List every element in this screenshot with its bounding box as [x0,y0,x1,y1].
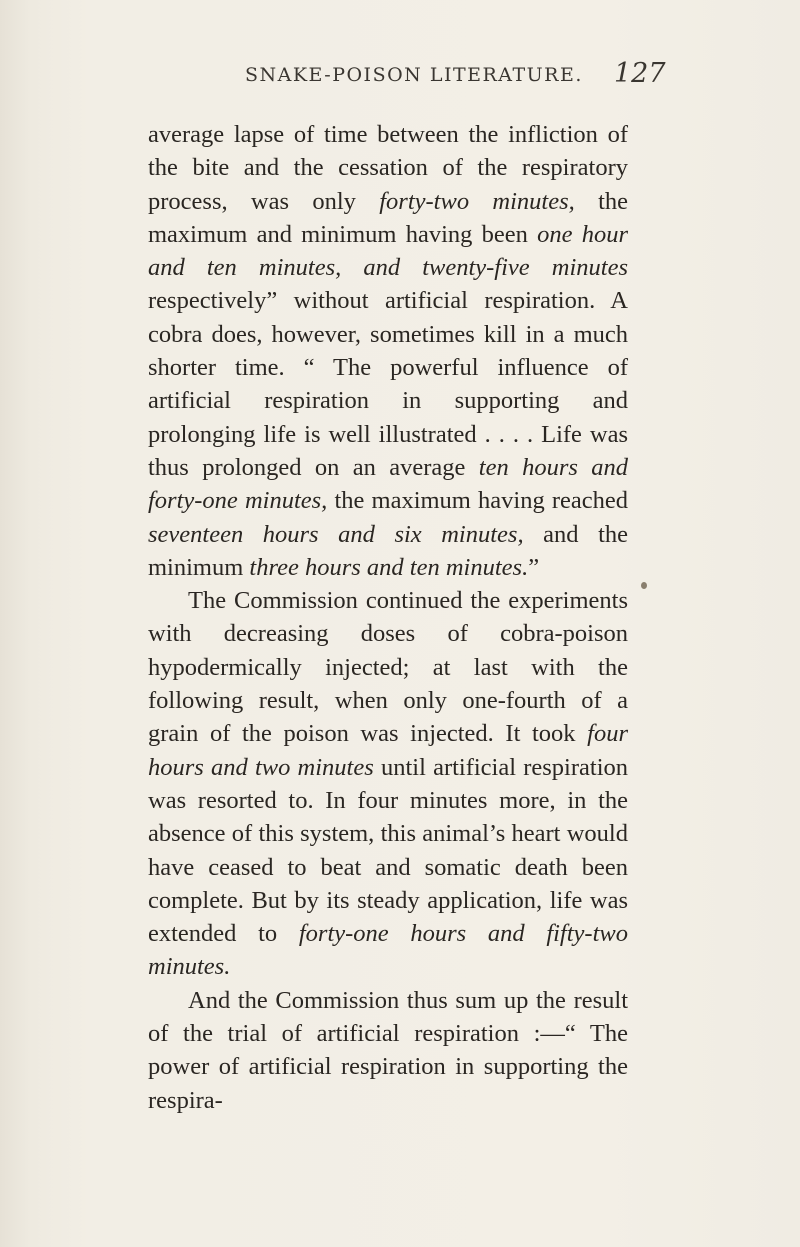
p1-text-6: ” [528,553,540,581]
paragraph-1 [148,118,628,584]
paragraph-3 [148,984,628,1117]
p2-italic-1: four hours and two minutes [148,720,628,781]
p1-italic-2: one hour and ten minutes, and twenty-five minutes [148,220,628,282]
ink-spot [641,582,647,589]
p1-text-5: and the minimum [148,520,628,581]
p1-text-4: the maximum having reached [327,487,628,515]
p3-text-1: And the Commission thus sum up the result of the trial of artificial respiration :—“ The power of artificial respiration in supporting the respira- [148,986,628,1114]
page-header [0,58,800,98]
body-text [148,118,628,1117]
p1-italic-1: forty-two minutes, [379,187,575,215]
p1-text-2: the maximum and minimum having been [148,187,629,248]
p1-text-3: respectively” without artificial respiration. A cobra does, however, sometimes kill in a much shorter time. “ The powerful influence of artificial respiration in supporting and prolonging life is well illustrated . . . . Life was thus prolonged on an average [148,287,628,481]
p2-italic-2: forty-one hours and fifty-two minutes. [148,920,628,981]
page-number: 127 [614,58,666,89]
running-title: SNAKE-POISON LITERATURE. [245,64,583,86]
p2-text-2: until artificial respiration was resorted to. In four minutes more, in the absence of this system, this animal’s heart would have ceased to beat and somatic death been complete. But by its steady application, life was extended to [148,753,629,948]
p1-italic-5: three hours and ten minutes. [249,553,529,581]
p1-italic-4: seventeen hours and six minutes, [148,520,524,548]
p1-text-1: average lapse of time between the infliction of the bite and the cessation of the respiratory process, was only [148,121,628,215]
p2-text-1: The Commission continued the experiments with decreasing doses of cobra-poison hypodermically injected; at last with the following result, when only one-fourth of a grain of the poison was injected. It took [148,587,628,748]
p1-italic-3: ten hours and forty-one minutes, [148,453,629,515]
paragraph-2 [148,584,628,984]
